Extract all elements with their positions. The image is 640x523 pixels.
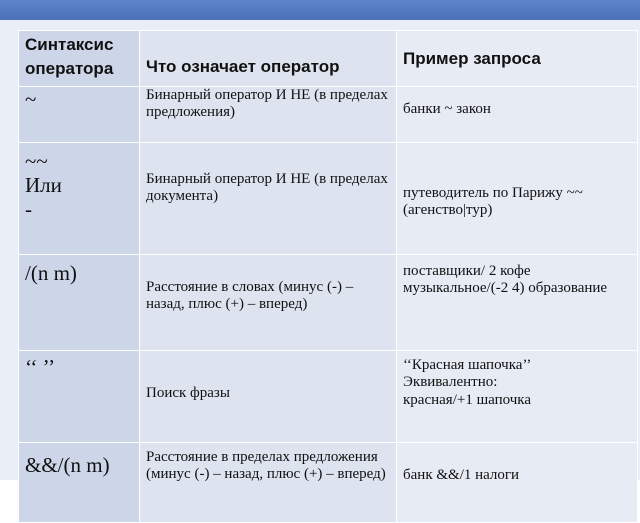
title-bar — [0, 0, 640, 20]
meaning-text: Бинарный оператор И НЕ (в пределах предложения) — [146, 87, 388, 121]
meaning-text: Расстояние в словах (минус (-) – назад, плюс (+) – вперед) — [146, 279, 354, 313]
syntax-cell — [19, 143, 140, 255]
table-row — [19, 351, 638, 443]
header-example: Пример запроса — [403, 49, 541, 68]
syntax-line: ~~ — [25, 149, 48, 173]
syntax-text: ~ — [25, 87, 37, 111]
example-text: банки ~ закон — [403, 101, 491, 117]
operators-table — [18, 30, 638, 523]
syntax-cell — [19, 255, 140, 351]
example-cell — [397, 443, 638, 523]
syntax-text: &&/(n m) — [25, 453, 110, 477]
example-text: поставщики/ 2 кофе музыкальное/(-2 4) образование — [403, 263, 608, 297]
table-row — [19, 255, 638, 351]
example-line: ‘‘Красная шапочка’’ — [403, 357, 532, 373]
table-row — [19, 87, 638, 143]
meaning-text: Поиск фразы — [146, 385, 230, 401]
header-example-cell — [397, 31, 638, 87]
table-header-row — [19, 31, 638, 87]
example-text: банк &&/1 налоги — [403, 467, 520, 483]
syntax-line: - — [25, 197, 32, 222]
header-syntax-cell — [19, 31, 140, 87]
syntax-cell — [19, 351, 140, 443]
slide-frame — [0, 20, 640, 483]
meaning-text: Расстояние в пределах предложения (минус (-) – назад, плюс (+) – вперед) — [146, 449, 386, 483]
example-line: красная/+1 шапочка — [403, 391, 531, 408]
example-cell — [397, 87, 638, 143]
example-text: путеводитель по Парижу ~~(агенство|тур) — [403, 185, 583, 219]
header-meaning-cell — [140, 31, 397, 87]
example-cell — [397, 143, 638, 255]
example-line: Эквивалентно: — [403, 374, 498, 391]
syntax-text: /(n m) — [25, 261, 77, 285]
example-cell — [397, 351, 638, 443]
header-meaning: Что означает оператор — [146, 57, 340, 76]
syntax-text: ‘‘ ’’ — [25, 355, 56, 379]
table-row — [19, 143, 638, 255]
meaning-cell — [140, 87, 397, 143]
meaning-text: Бинарный оператор И НЕ (в пределах документа) — [146, 171, 388, 205]
syntax-cell — [19, 443, 140, 523]
meaning-cell — [140, 255, 397, 351]
meaning-cell — [140, 143, 397, 255]
meaning-cell — [140, 443, 397, 523]
table-row — [19, 443, 638, 523]
syntax-cell — [19, 87, 140, 143]
header-syntax: Синтаксис оператора — [25, 35, 114, 79]
meaning-cell — [140, 351, 397, 443]
syntax-line: Или — [25, 173, 62, 198]
example-cell — [397, 255, 638, 351]
